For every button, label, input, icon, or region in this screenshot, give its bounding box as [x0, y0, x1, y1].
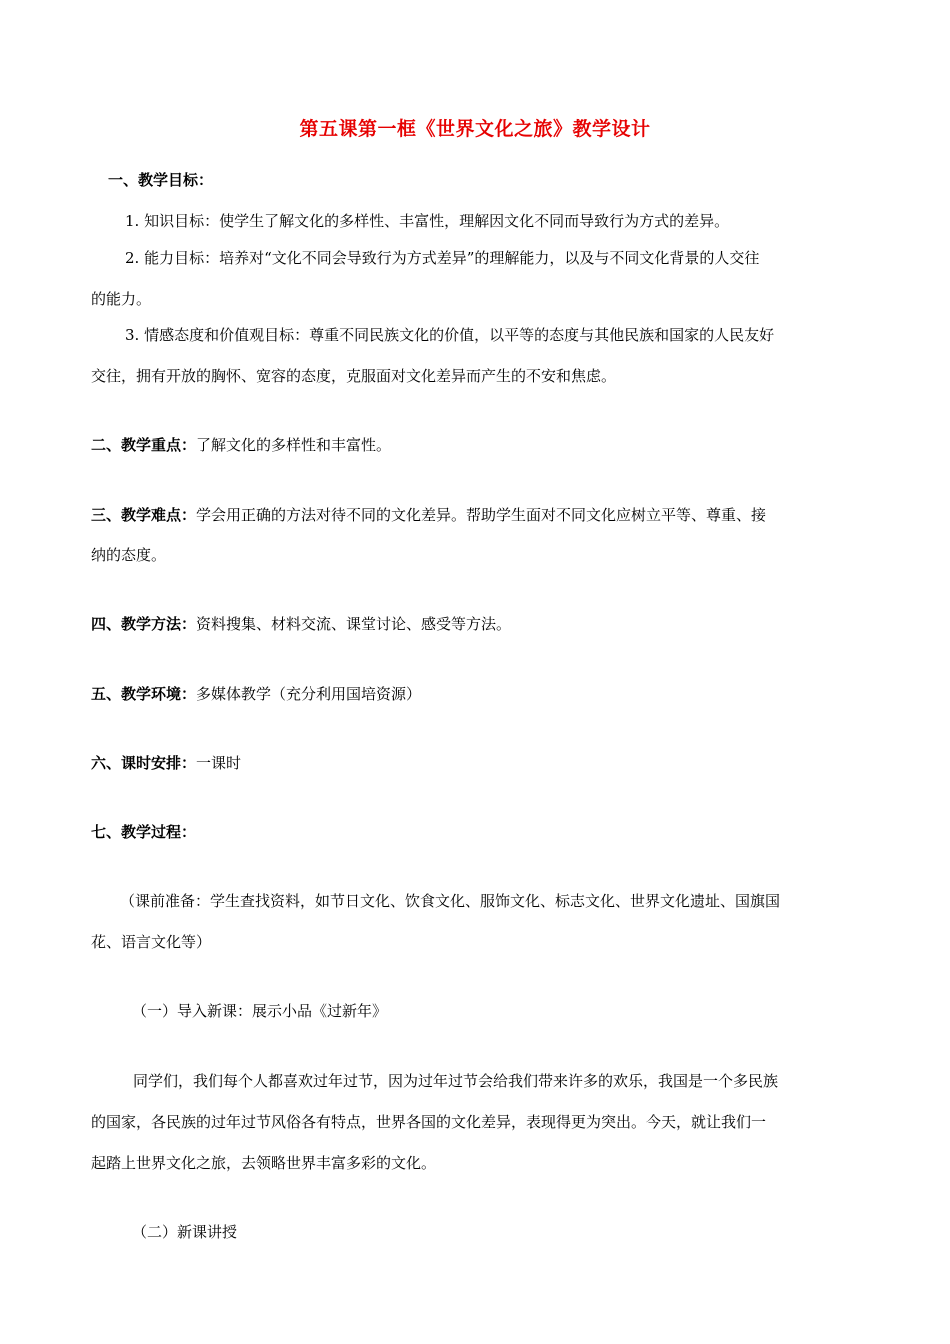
objective-item: 2. 能力目标：培养对“文化不同会导致行为方式差异”的理解能力，以及与不同文化背景的人交往	[125, 249, 760, 267]
section-heading-schedule: 六、课时安排：	[91, 754, 197, 772]
section-heading-environment: 五、教学环境：	[91, 685, 197, 703]
section-heading-process: 七、教学过程：	[91, 823, 197, 841]
section-difficulties	[91, 504, 871, 526]
intro-paragraph-line: 的国家，各民族的过年过节风俗各有特点，世界各国的文化差异，表现得更为突出。今天，就让我们一	[91, 1113, 767, 1131]
section-heading-methods: 四、教学方法：	[91, 615, 197, 633]
section-environment	[91, 683, 871, 705]
difficulties-text-continued: 纳的态度。	[91, 546, 167, 564]
intro-paragraph-line: 起踏上世界文化之旅，去领略世界丰富多彩的文化。	[91, 1154, 437, 1172]
section-key-points	[91, 434, 871, 456]
section-schedule	[91, 752, 871, 774]
difficulties-text: 学会用正确的方法对待不同的文化差异。帮助学生面对不同文化应树立平等、尊重、接	[196, 506, 767, 524]
section-methods	[91, 613, 871, 635]
objective-item: 3. 情感态度和价值观目标：尊重不同民族文化的价值，以平等的态度与其他民族和国家的人民友好	[125, 326, 775, 344]
subsection-introduction: （一）导入新课：展示小品《过新年》	[132, 1002, 388, 1020]
methods-text: 资料搜集、材料交流、课堂讨论、感受等方法。	[196, 615, 512, 633]
key-points-text: 了解文化的多样性和丰富性。	[196, 436, 392, 454]
objective-item: 1. 知识目标：使学生了解文化的多样性、丰富性，理解因文化不同而导致行为方式的差异。	[125, 212, 730, 230]
prep-note: （课前准备：学生查找资料，如节日文化、饮食文化、服饰文化、标志文化、世界文化遗址、国旗国	[120, 892, 781, 910]
intro-paragraph-line: 同学们，我们每个人都喜欢过年过节，因为过年过节会给我们带来许多的欢乐，我国是一个多民族	[133, 1072, 779, 1090]
section-heading-key-points: 二、教学重点：	[91, 436, 197, 454]
section-heading-difficulties: 三、教学难点：	[91, 506, 197, 524]
document-title: 第五课第一框《世界文化之旅》教学设计	[299, 118, 651, 140]
section-heading-objectives: 一、教学目标：	[108, 171, 214, 189]
subsection-new-lesson: （二）新课讲授	[132, 1223, 238, 1241]
objective-item-continued: 交往，拥有开放的胸怀、宽容的态度，克服面对文化差异而产生的不安和焦虑。	[91, 367, 617, 385]
schedule-text: 一课时	[196, 754, 242, 772]
prep-note-continued: 花、语言文化等）	[91, 933, 212, 951]
objective-item-continued: 的能力。	[91, 290, 152, 308]
environment-text: 多媒体教学（充分利用国培资源）	[196, 685, 422, 703]
